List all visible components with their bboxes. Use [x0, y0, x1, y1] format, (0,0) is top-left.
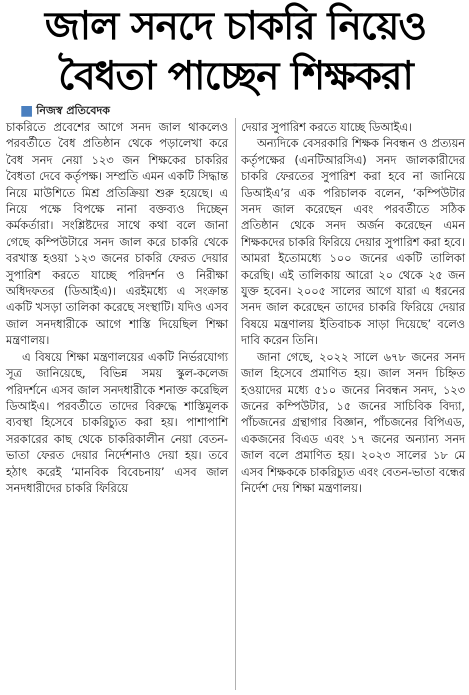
byline-text: নিজস্ব প্রতিবেদক [36, 104, 110, 117]
paragraph: জানা গেছে, ২০২২ সালে ৬৭৮ জনের সনদ জাল হিসেবে প্রমাণিত হয়। জাল সনদ চিহ্নিত হওয়াদের মধ্যে ৫১০ জনের নিবন্ধন সনদ, ১২৩ জনের কম্পিউটার, ১৫ জনের সাচিবিক বিদ্যা, পাঁচজনের গ্রন্থাগার বিজ্ঞান, পাঁচজনের বিপিএড, একজনের বিএড এবং ১৭ জনের অন্যান্য সনদ জাল বলে প্রমাণিত হয়। ২০২৩ সালের ১৮ মে এসব শিক্ষককে চাকরিচ্যুত এবং বেতন-ভাতা বন্ধের নির্দেশ দেয় শিক্ষা মন্ত্রণালয়। [241, 350, 465, 495]
headline-line-1: জাল সনদে চাকরি নিয়েও [44, 4, 427, 49]
headline [6, 2, 465, 102]
headline-line-2: বৈধতা পাচ্ছেন শিক্ষকরা [58, 54, 413, 99]
paragraph: চাকরিতে প্রবেশের আগে সনদ জাল থাকলেও পরবর্তীতে বৈধ প্রতিষ্ঠান থেকে পড়ালেখা করে বৈধ সনদ নেয়া ১২৩ জন শিক্ষকের চাকরির বৈধতা দেবে কর্তৃপক্ষ। সম্প্রতি এমন একটি সিদ্ধান্ত নিয়ে মাউশিতে মিশ্র প্রতিক্রিয়া শুরু হয়েছে। এ নিয়ে পক্ষে বিপক্ষে নানা বক্তব্যও দিচ্ছেন কর্মকর্তারা। সংশ্লিষ্টদের সাথে কথা বলে জানা গেছে কম্পিউটারে সনদ জাল করে চাকরি থেকে বরখাস্ত হওয়া ১২৩ জনের চাকরি ফেরত দেয়ার সুপারিশ করতে যাচ্ছে পরিদর্শন ও নিরীক্ষা অধিদফতর (ডিআইএ)। এরইমধ্যে এ সংক্রান্ত একটি খসড়া তালিকা করেছে সংস্থাটি। যদিও এসব জাল সনদধারীকে আগে শাস্তি দিয়েছিল শিক্ষা মন্ত্রণালয়। [6, 121, 228, 348]
byline [20, 102, 110, 121]
paragraph: দেয়ার সুপারিশ করতে যাচ্ছে ডিআইএ। [241, 121, 412, 134]
paragraph: এ বিষয়ে শিক্ষা মন্ত্রণালয়ের একটি নির্ভরযোগ্য সূত্র জানিয়েছে, বিভিন্ন সময় স্কুল-কলেজ পরিদর্শনে এসব জাল সনদধারীকে শনাক্ত করেছিল ডিআইএ। পরবর্তীতে তাদের বিরুদ্ধে শাস্তিমূলক ব্যবস্থা হিসেবে চাকরিচ্যুত করা হয়। পাশাপাশি সরকারের কাছ থেকে চাকরিকালীন নেয়া বেতন-ভাতা ফেরত দেয়ার নির্দেশনাও দেয়া হয়। তবে হঠাৎ করেই ‘মানবিক বিবেচনায়’ এসব জাল সনদধারীদের চাকরি ফিরিয়ে [6, 350, 228, 495]
bullet-icon: ■ [20, 103, 34, 119]
left-column [6, 120, 228, 497]
column-divider [235, 118, 236, 690]
paragraph: অন্যদিকে বেসরকারি শিক্ষক নিবন্ধন ও প্রত্যয়ন কর্তৃপক্ষের (এনটিআরসিএ) সনদ জালকারীদের চাকরি ফেরতের সুপারিশ করা হবে না জানিয়ে ডিআইএ’র এক পরিচালক বলেন, ‘কম্পিউটার সনদ জাল করেছেন এবং পরবর্তীতে সঠিক প্রতিষ্ঠান থেকে সনদ অর্জন করেছেন এমন শিক্ষকদের চাকরি ফিরিয়ে দেয়ার সুপারিশ করা হবে। আমরা ইতোমধ্যে ১০০ জনের একটি তালিকা করেছি। এই তালিকায় আরো ২০ থেকে ২৫ জন যুক্ত হবেন। ২০০৫ সালের আগে যারা এ ধরনের সনদ জাল করেছেন তাদের চাকরি ফিরিয়ে দেয়ার বিষয়ে মন্ত্রণালয় ইতিবাচক সাড়া দিয়েছে’ বলেও দাবি করেন তিনি। [241, 137, 465, 348]
right-column [241, 120, 465, 497]
